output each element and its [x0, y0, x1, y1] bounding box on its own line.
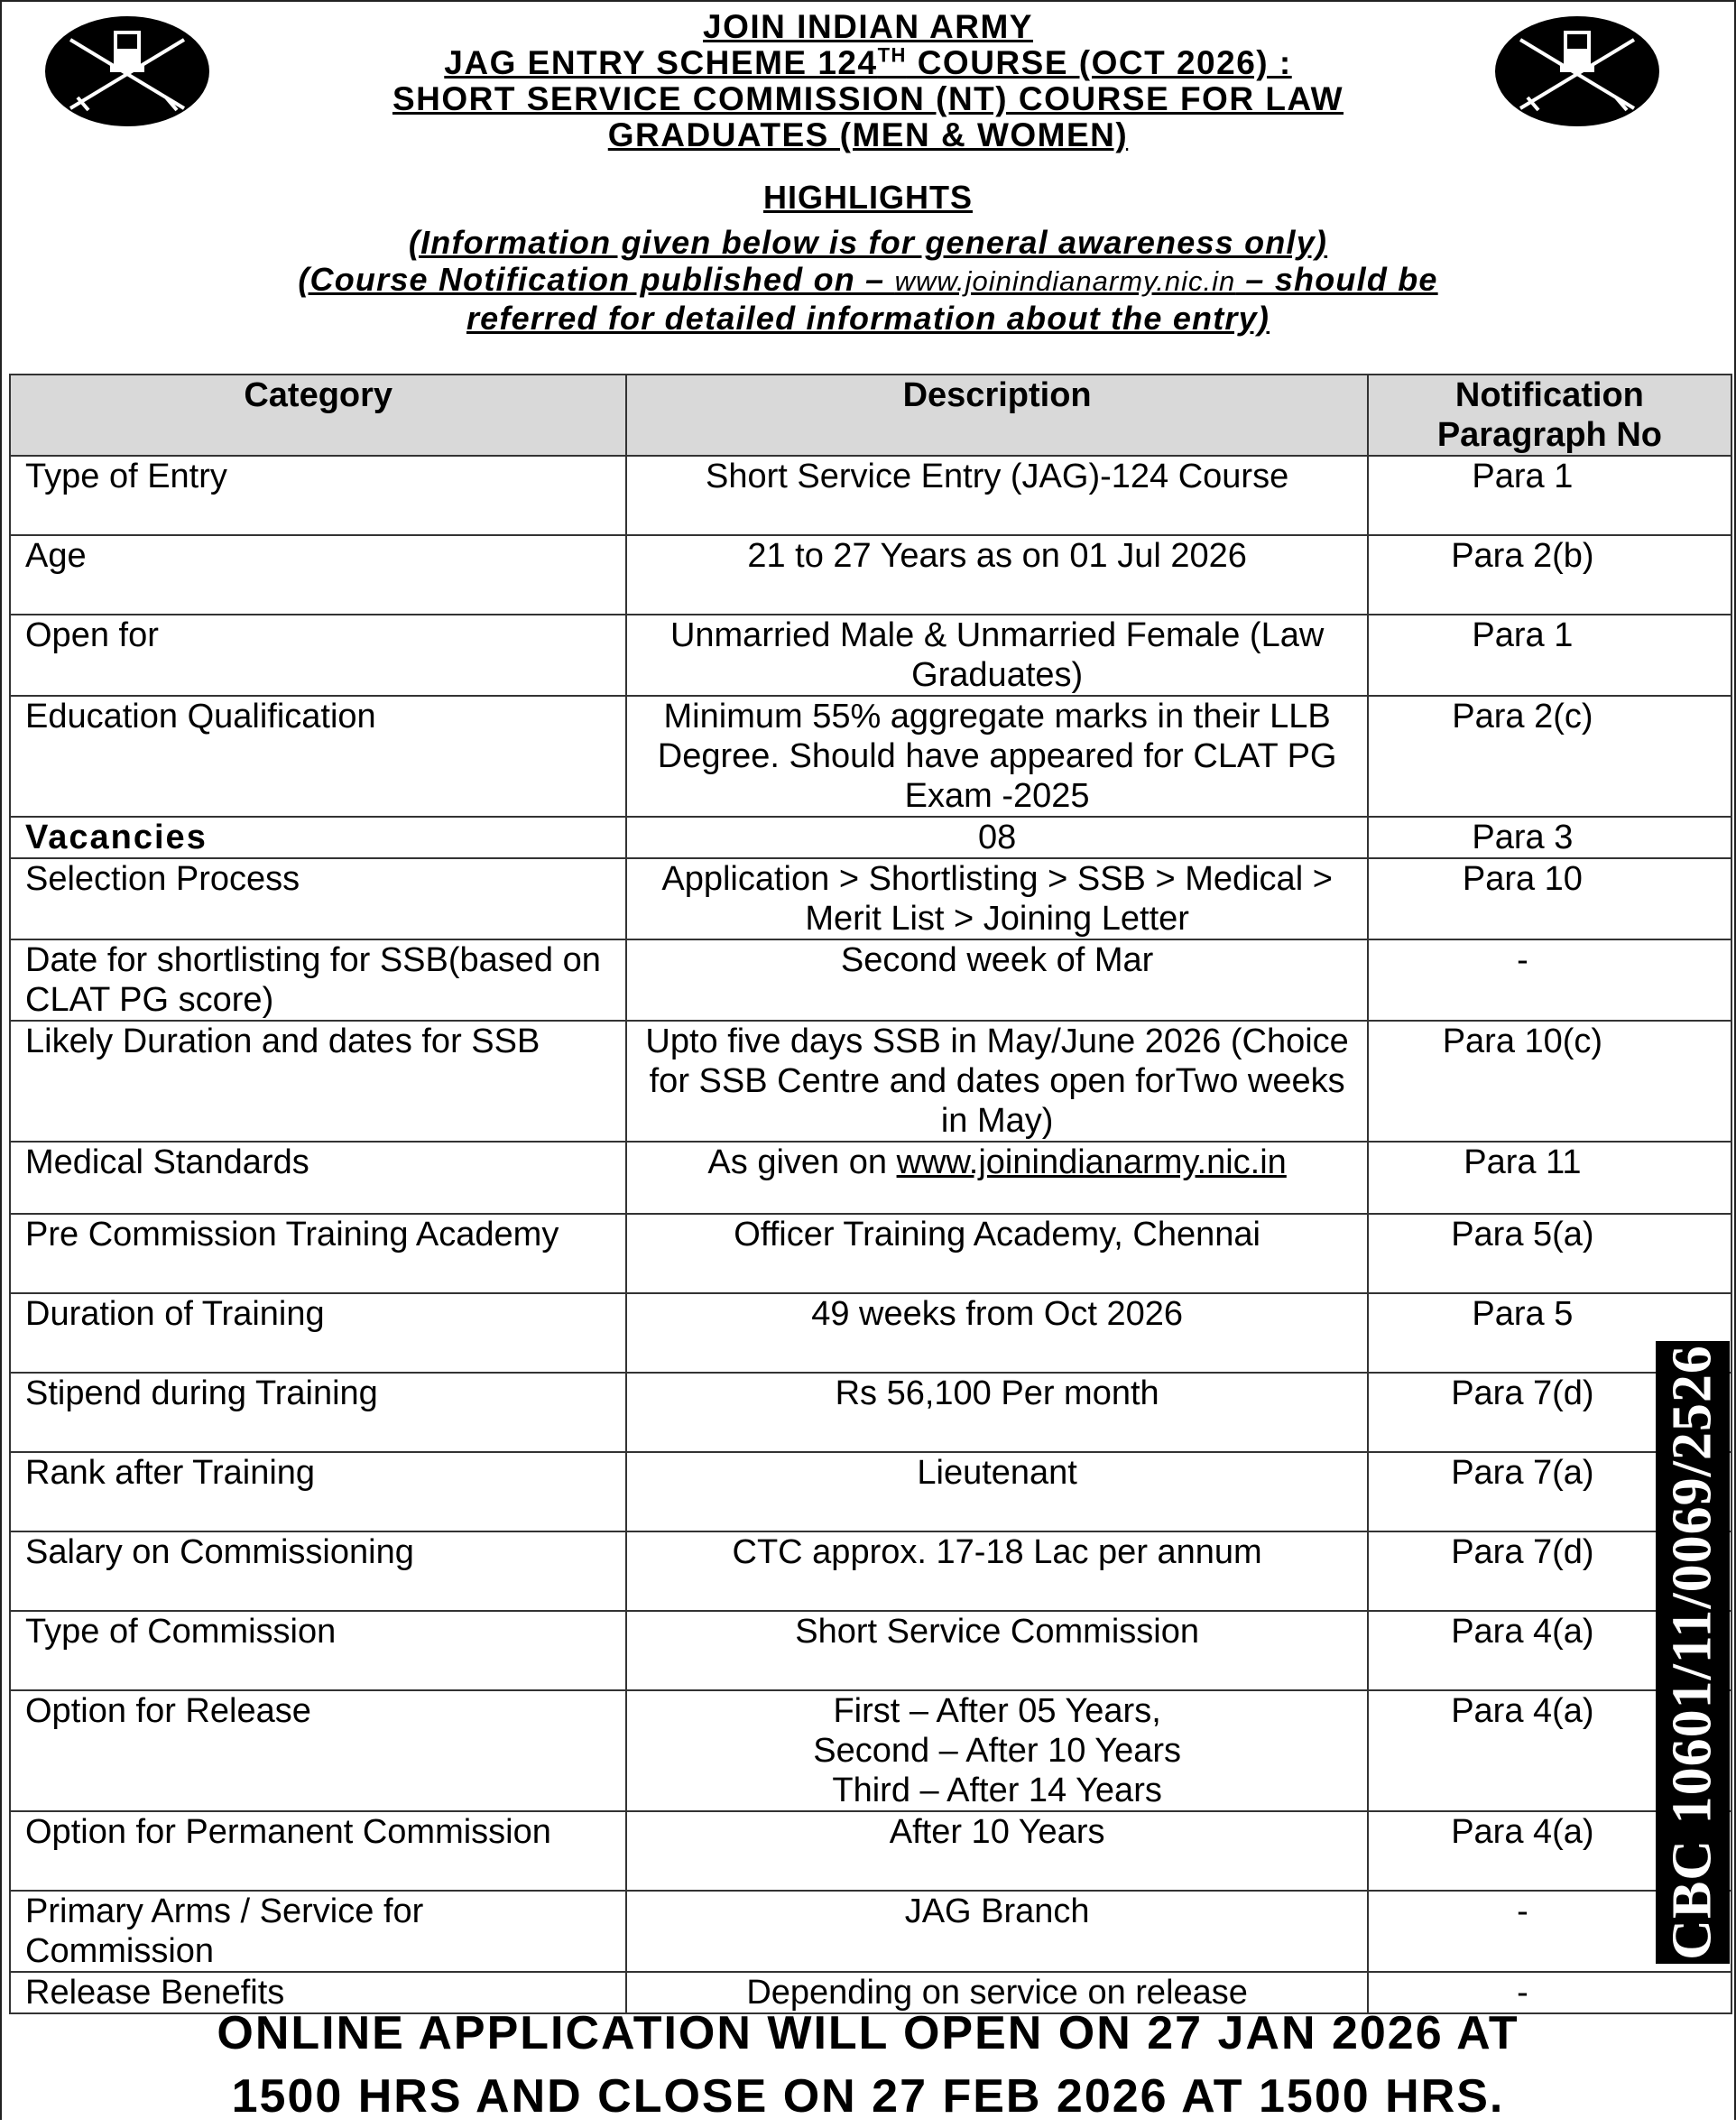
row-description: CTC approx. 17-18 Lac per annum [626, 1531, 1367, 1611]
army-emblem-icon [1493, 14, 1661, 128]
highlights-table [9, 374, 1732, 2014]
title-line-2-suffix: COURSE (OCT 2026) : [906, 44, 1292, 81]
info-line-1: (Information given below is for general awareness only) [408, 224, 1328, 261]
row-category: Primary Arms / Service for Commission [10, 1891, 626, 1972]
website-link[interactable]: www.joinindianarmy.nic.in [894, 265, 1236, 297]
row-category: Date for shortlisting for SSB(based on CLAT PG score) [10, 939, 626, 1021]
table-row [10, 456, 1731, 535]
title-line-3: SHORT SERVICE COMMISSION (NT) COURSE FOR LAW [392, 80, 1344, 117]
row-category: Release Benefits [10, 1972, 626, 2013]
release-option-line: Second – After 10 Years [813, 1732, 1181, 1770]
table-row [10, 1611, 1731, 1690]
column-header-paragraph: Notification Paragraph No [1368, 375, 1731, 456]
row-description: After 10 Years [626, 1811, 1367, 1891]
table-row [10, 939, 1731, 1021]
row-description [626, 1690, 1367, 1811]
info-line-3: referred for detailed information about the entry) [466, 300, 1270, 337]
row-paragraph: - [1368, 1972, 1731, 2013]
info-line-2-text: (Course Notification published on – [298, 261, 895, 298]
table-row [10, 1373, 1731, 1452]
row-category: Type of Commission [10, 1611, 626, 1690]
row-paragraph: Para 4(a) [1368, 1811, 1731, 1891]
row-category: Rank after Training [10, 1452, 626, 1531]
table-row [10, 1021, 1731, 1142]
notice-line-2: 1500 HRS AND CLOSE ON 27 FEB 2026 AT 1500 HRS. [231, 2070, 1505, 2123]
release-option-line: First – After 05 Years, [833, 1692, 1161, 1730]
row-category: Vacancies [10, 817, 626, 858]
info-line-2-suffix: – should be [1235, 261, 1438, 298]
title-line-2 [271, 45, 1465, 81]
title-line-1: JOIN INDIAN ARMY [703, 8, 1033, 45]
table-row [10, 1531, 1731, 1611]
row-description [626, 1142, 1367, 1214]
row-description: Rs 56,100 Per month [626, 1373, 1367, 1452]
row-description: Short Service Entry (JAG)-124 Course [626, 456, 1367, 535]
row-category: Pre Commission Training Academy [10, 1214, 626, 1293]
row-category: Salary on Commissioning [10, 1531, 626, 1611]
table-header-row [10, 375, 1731, 456]
table-row [10, 615, 1731, 696]
row-description: JAG Branch [626, 1891, 1367, 1972]
row-description: Minimum 55% aggregate marks in their LLB Degree. Should have appeared for CLAT PG Exam -2025 [626, 696, 1367, 817]
row-category: Option for Release [10, 1690, 626, 1811]
row-description: Application > Shortlisting > SSB > Medical > Merit List > Joining Letter [626, 858, 1367, 939]
army-emblem-icon [43, 14, 211, 128]
column-header-category: Category [10, 375, 626, 456]
table-row [10, 817, 1731, 858]
row-paragraph: Para 2(b) [1368, 535, 1731, 615]
cbc-code: CBC 10601/11/0069/2526 [1661, 1345, 1723, 1960]
row-paragraph: Para 5 [1368, 1293, 1731, 1373]
info-line-2 [90, 261, 1646, 300]
table-row [10, 535, 1731, 615]
row-description: Depending on service on release [626, 1972, 1367, 2013]
info-note [90, 224, 1646, 337]
row-category: Duration of Training [10, 1293, 626, 1373]
row-category: Stipend during Training [10, 1373, 626, 1452]
row-category: Education Qualification [10, 696, 626, 817]
table-row [10, 1142, 1731, 1214]
table-row [10, 1214, 1731, 1293]
table-row [10, 1811, 1731, 1891]
row-paragraph: Para 10(c) [1368, 1021, 1731, 1142]
row-paragraph: Para 10 [1368, 858, 1731, 939]
title-superscript: TH [877, 43, 907, 67]
row-description: 49 weeks from Oct 2026 [626, 1293, 1367, 1373]
row-paragraph: Para 1 [1368, 615, 1731, 696]
row-category: Selection Process [10, 858, 626, 939]
row-description: Upto five days SSB in May/June 2026 (Choice for SSB Centre and dates open forTwo weeks in May) [626, 1021, 1367, 1142]
row-paragraph: - [1368, 939, 1731, 1021]
row-description: 21 to 27 Years as on 01 Jul 2026 [626, 535, 1367, 615]
cbc-code-strip [1656, 1341, 1730, 1964]
row-description: Second week of Mar [626, 939, 1367, 1021]
table-row [10, 1452, 1731, 1531]
row-category: Type of Entry [10, 456, 626, 535]
row-paragraph: - [1368, 1891, 1731, 1972]
row-category: Age [10, 535, 626, 615]
row-paragraph: Para 5(a) [1368, 1214, 1731, 1293]
table-row [10, 1891, 1731, 1972]
table-row [10, 858, 1731, 939]
row-description: Short Service Commission [626, 1611, 1367, 1690]
title-line-4: GRADUATES (MEN & WOMEN) [607, 116, 1129, 153]
row-paragraph: Para 7(a) [1368, 1452, 1731, 1531]
row-paragraph: Para 7(d) [1368, 1531, 1731, 1611]
row-paragraph: Para 4(a) [1368, 1611, 1731, 1690]
row-category: Medical Standards [10, 1142, 626, 1214]
row-description: Lieutenant [626, 1452, 1367, 1531]
row-category: Option for Permanent Commission [10, 1811, 626, 1891]
row-paragraph: Para 4(a) [1368, 1690, 1731, 1811]
row-description: Officer Training Academy, Chennai [626, 1214, 1367, 1293]
notice-line-1: ONLINE APPLICATION WILL OPEN ON 27 JAN 2026 AT [217, 2007, 1519, 2059]
table-row [10, 1690, 1731, 1811]
row-description: Unmarried Male & Unmarried Female (Law Graduates) [626, 615, 1367, 696]
title-line-2-text: JAG ENTRY SCHEME 124 [444, 44, 878, 81]
row-description: 08 [626, 817, 1367, 858]
release-option-line: Third – After 14 Years [832, 1772, 1162, 1809]
website-link[interactable]: www.joinindianarmy.nic.in [896, 1143, 1287, 1181]
row-category: Open for [10, 615, 626, 696]
description-text: As given on [707, 1143, 897, 1181]
row-paragraph: Para 11 [1368, 1142, 1731, 1214]
row-paragraph: Para 3 [1368, 817, 1731, 858]
column-header-description: Description [626, 375, 1367, 456]
row-paragraph: Para 2(c) [1368, 696, 1731, 817]
table-row [10, 1293, 1731, 1373]
row-paragraph: Para 1 [1368, 456, 1731, 535]
highlights-heading: HIGHLIGHTS [763, 179, 973, 216]
row-category: Likely Duration and dates for SSB [10, 1021, 626, 1142]
table-row [10, 696, 1731, 817]
page-title [271, 9, 1465, 153]
row-paragraph: Para 7(d) [1368, 1373, 1731, 1452]
application-dates-notice [0, 2002, 1736, 2128]
